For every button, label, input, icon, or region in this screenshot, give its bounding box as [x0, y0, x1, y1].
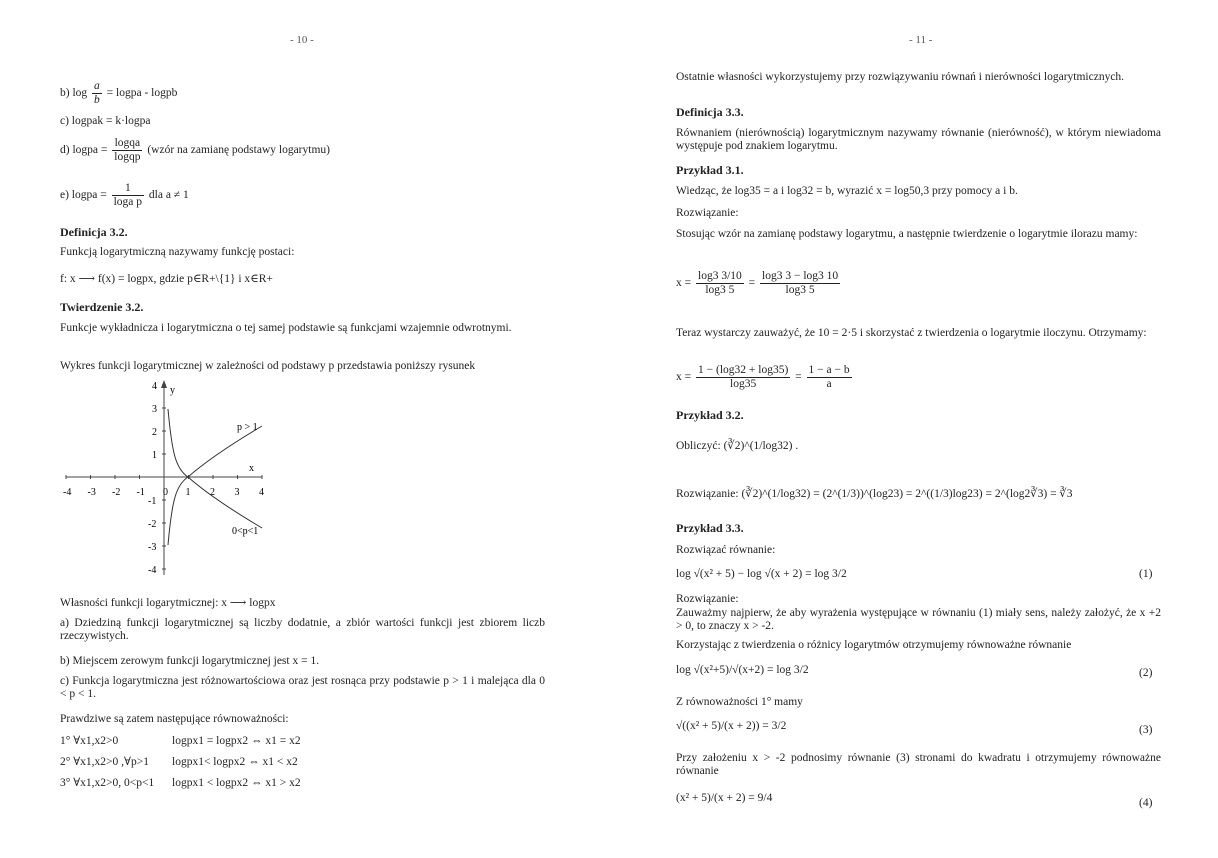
graph-intro: Wykres funkcji logarytmicznej w zależności od podstawy p przedstawia poniższy rysunek	[60, 360, 476, 372]
example-1-text: Stosując wzór na zamianę podstawy logarytmu, a następnie twierdzenie o logarytmie ilorazu mamy:	[676, 228, 1138, 240]
property-d-num: logqa	[112, 137, 142, 151]
property-b-rhs: = logpa - logpb	[106, 87, 178, 100]
property-e-num: 1	[112, 182, 144, 196]
y-axis-label: y	[170, 385, 175, 396]
property-d-fraction	[112, 137, 142, 164]
property-e-note: dla a ≠ 1	[148, 189, 189, 202]
x-tick-label: -1	[136, 487, 145, 498]
equivalences-intro: Prawdziwe są zatem następujące równoważności:	[60, 713, 289, 725]
property-d	[60, 137, 330, 164]
log-function-graph	[55, 375, 285, 575]
example-3-solution-label: Rozwiązanie:	[676, 593, 739, 605]
example-1-solution-label: Rozwiązanie:	[676, 207, 739, 219]
example-2-heading: Przykład 3.2.	[676, 408, 744, 422]
definition-heading: Definicja 3.2.	[60, 225, 128, 239]
formula-1-den-b: log3 5	[785, 284, 815, 296]
page-number: - 10 -	[290, 34, 314, 46]
equivalence-3-statement: logpx1 < logpx2 ⇔ x1 > x2	[172, 777, 301, 789]
x-ticks	[63, 475, 264, 498]
formula-2-fraction-b	[807, 364, 852, 391]
equation-1: log √(x² + 5) − log √(x + 2) = log 3/2	[676, 568, 847, 580]
property-d-note: (wzór na zamianę podstawy logarytmu)	[147, 144, 330, 157]
properties-title: Własności funkcji logarytmicznej: x ⟶ logpx	[60, 597, 276, 609]
example-3-text-3: Z równoważności 1° mamy	[676, 696, 803, 708]
property-b-prefix: b) log	[60, 87, 88, 100]
definition-heading: Definicja 3.3.	[676, 105, 744, 119]
formula-2-lhs: x =	[676, 371, 692, 384]
formula-1-fraction-b	[760, 270, 840, 297]
curve-up-label: p > 1	[237, 422, 258, 433]
equivalence-2-statement: logpx1< logpx2 ⇔ x1 < x2	[172, 756, 298, 768]
definition-text: Funkcją logarytmiczną nazywamy funkcję postaci:	[60, 246, 295, 258]
formula-2-den-b: a	[826, 378, 832, 390]
example-2-solution: Rozwiązanie: (∛2)^(1/log32) = (2^(1/3))^(log23) = 2^((1/3)log23) = 2^(log2∛3) = ∛3	[676, 488, 1073, 500]
property-d-den: logqp	[114, 151, 141, 163]
x-tick-label: -4	[63, 487, 72, 498]
theorem-heading: Twierdzenie 3.2.	[60, 300, 144, 314]
definition-formula: f: x ⟶ f(x) = logpx, gdzie p∈R+\{1} i x∈R+	[60, 273, 273, 285]
intro-text: Ostatnie własności wykorzystujemy przy rozwiązywaniu równań i nierówności logarytmicznych.	[676, 71, 1125, 83]
x-tick-label: 2	[210, 487, 215, 498]
equation-1-number: (1)	[1139, 568, 1153, 580]
y-tick-label: 2	[152, 427, 157, 438]
equivalence-2-condition: 2° ∀x1,x2>0 ,∀p>1	[60, 756, 149, 768]
page-number: - 11 -	[909, 34, 933, 46]
equivalence-1-condition: 1° ∀x1,x2>0	[60, 735, 119, 747]
formula-2-num-a: 1 − (log32 + log35)	[698, 364, 789, 376]
formula-2-fraction-a	[696, 364, 790, 391]
example-3-text-4: Przy założeniu x > -2 podnosimy równanie (3) stronami do kwadratu i otrzymujemy równoważne równanie	[676, 752, 1161, 777]
example-1-formula-2	[676, 364, 854, 391]
example-3-text-1: Zauważmy najpierw, że aby wyrażenia występujące w równaniu (1) miały sens, należy założyć, że x +2 > 0, to znaczy x > -2.	[676, 607, 1161, 632]
y-tick-label: -2	[148, 519, 157, 530]
equation-3: √((x² + 5)/(x + 2)) = 3/2	[676, 720, 787, 732]
x-axis-label: x	[249, 463, 254, 474]
x-tick-label: -2	[112, 487, 121, 498]
equation-2: log √(x²+5)/√(x+2) = log 3/2	[676, 664, 809, 676]
property-e-den: loga p	[113, 196, 143, 208]
property-d-prefix: d) logpa =	[60, 144, 108, 157]
example-3-heading: Przykład 3.3.	[676, 521, 744, 535]
formula-1-num-b: log3 3 − log3 10	[762, 270, 839, 282]
right-page	[609, 0, 1218, 858]
example-1-heading: Przykład 3.1.	[676, 163, 744, 177]
property-b2: b) Miejscem zerowym funkcji logarytmicznej jest x = 1.	[60, 655, 320, 667]
formula-2-equals: =	[795, 371, 802, 384]
property-b-fraction: $\frac{a}{b}$	[94, 80, 100, 106]
equivalence-3-condition: 3° ∀x1,x2>0, 0<p<1	[60, 777, 155, 789]
equation-4-number: (4)	[1139, 797, 1153, 809]
x-tick-label: 1	[185, 487, 191, 498]
equation-2-number: (2)	[1139, 667, 1153, 679]
example-3-task: Rozwiązać równanie:	[676, 544, 776, 556]
y-tick-label: -3	[148, 542, 157, 553]
y-ticks	[148, 381, 166, 575]
property-c2: c) Funkcja logarytmiczna jest różnowartościowa oraz jest rosnąca przy podstawie p > 1 i malejąca dla 0 < p < 1.	[60, 675, 545, 700]
y-tick-label: 4	[152, 381, 157, 392]
formula-1-equals: =	[748, 277, 756, 290]
y-tick-label: 3	[152, 404, 157, 415]
equation-4: (x² + 5)/(x + 2) = 9/4	[676, 792, 773, 804]
y-tick-label: 1	[152, 450, 157, 461]
property-c: c) logpak = k·logpa	[60, 115, 151, 127]
formula-2-num-b: 1 − a − b	[808, 364, 850, 376]
y-tick-label: -1	[148, 496, 157, 507]
example-3-text-2: Korzystając z twierdzenia o różnicy logarytmów otrzymujemy równoważne równanie	[676, 639, 1072, 651]
theorem-text: Funkcje wykładnicza i logarytmiczna o tej samej podstawie są funkcjami wzajemnie odwrotnymi.	[60, 322, 512, 334]
example-1-formula-1	[676, 270, 842, 297]
example-1-text-2: Teraz wystarczy zauważyć, że 10 = 2·5 i skorzystać z twierdzenia o logarytmie iloczynu. Otrzymamy:	[676, 327, 1147, 339]
formula-1-fraction-a	[696, 270, 744, 297]
x-tick-label: 0	[163, 487, 168, 498]
formula-1-num-a: log3 3/10	[698, 270, 742, 282]
x-tick-label: 4	[259, 487, 264, 498]
definition-text: Równaniem (nierównością) logarytmicznym nazywamy równanie (nierówność), w którym niewiadoma występuje pod znakiem logarytmu.	[676, 127, 1161, 152]
example-2-task: Obliczyć: (∛2)^(1/log32) .	[676, 440, 799, 452]
property-e	[60, 182, 189, 209]
formula-1-den-a: log3 5	[705, 284, 735, 296]
formula-1-lhs: x =	[676, 277, 692, 290]
y-axis-arrow-icon	[161, 380, 167, 388]
formula-2-den-a: log35	[730, 378, 757, 390]
property-e-prefix: e) logpa =	[60, 189, 107, 202]
property-a2: a) Dziedziną funkcji logarytmicznej są liczby dodatnie, a zbiór wartości funkcji jest zbiorem liczb rzeczywistych.	[60, 617, 545, 642]
x-tick-label: 3	[234, 487, 240, 498]
x-tick-label: -3	[87, 487, 96, 498]
equivalence-1-statement: logpx1 = logpx2 ⇔ x1 = x2	[172, 735, 301, 747]
property-e-fraction	[112, 182, 144, 209]
equation-3-number: (3)	[1139, 724, 1153, 736]
y-tick-label: -4	[148, 565, 157, 575]
property-b	[60, 80, 177, 107]
curve-down-label: 0<p<1	[232, 526, 259, 537]
example-1-task: Wiedząc, że log35 = a i log32 = b, wyrazić x = log50,3 przy pomocy a i b.	[676, 185, 1018, 197]
